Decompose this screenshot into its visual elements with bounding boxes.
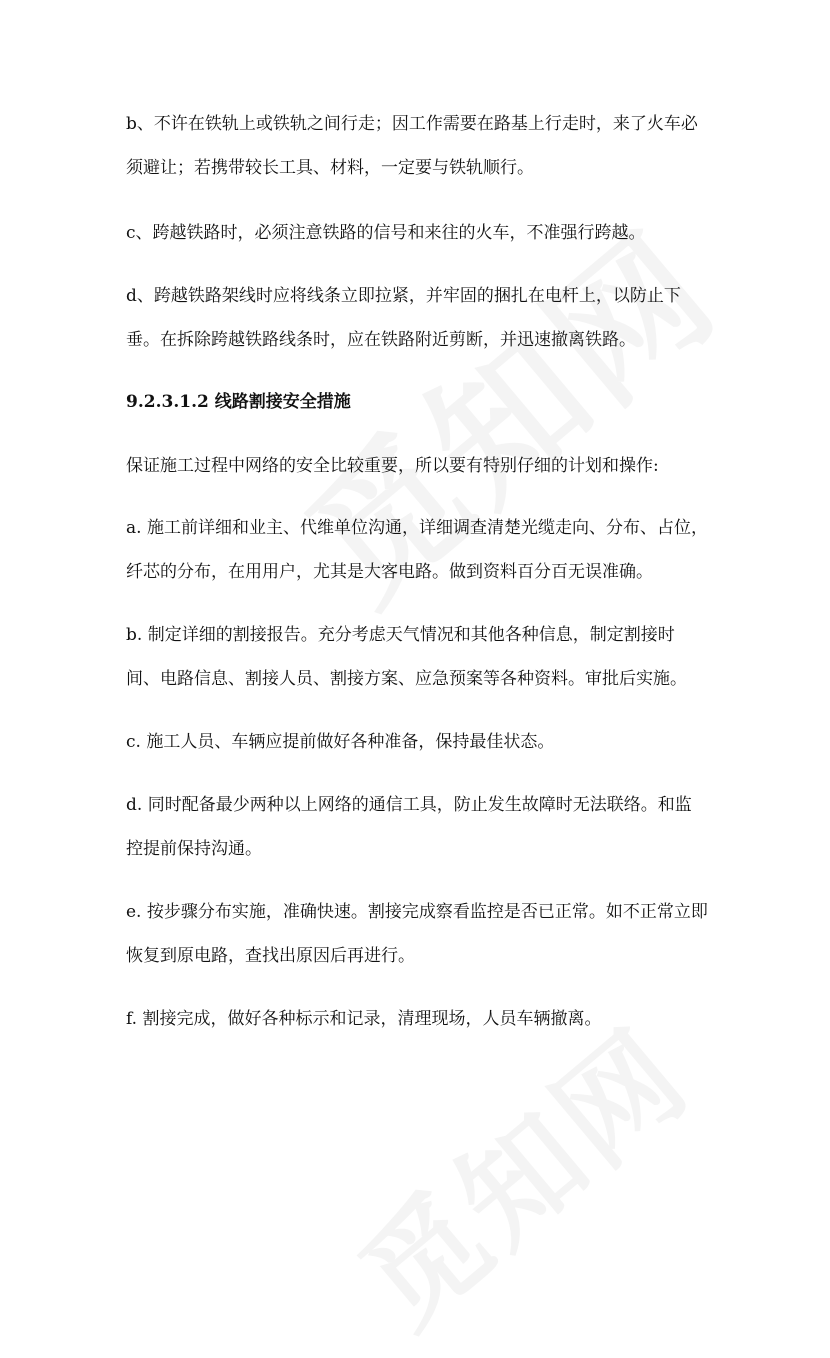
paragraph-d-line-1: d、跨越铁路架线时应将线条立即拉紧，并牢固的捆扎在电杆上，以防止下 <box>126 286 681 306</box>
measure-c-line-1: c. 施工人员、车辆应提前做好各种准备，保持最佳状态。 <box>126 732 555 752</box>
measure-e-line-2: 恢复到原电路，查找出原因后再进行。 <box>126 946 415 966</box>
measure-d-line-2: 控提前保持沟通。 <box>126 839 262 859</box>
intro-text: 保证施工过程中网络的安全比较重要，所以要有特别仔细的计划和操作: <box>126 456 659 476</box>
measure-e-line-1: e. 按步骤分布实施，准确快速。割接完成察看监控是否已正常。如不正常立即 <box>126 902 708 922</box>
paragraph-c-line-1: c、跨越铁路时，必须注意铁路的信号和来往的火车，不准强行跨越。 <box>126 223 646 243</box>
measure-a-line-1: a. 施工前详细和业主、代维单位沟通，详细调查清楚光缆走向、分布、占位， <box>126 518 708 538</box>
measure-a-line-2: 纤芯的分布，在用用户，尤其是大客电路。做到资料百分百无误准确。 <box>126 562 653 582</box>
paragraph-b-line-2: 须避让；若携带较长工具、材料，一定要与铁轨顺行。 <box>126 158 534 178</box>
measure-b-line-2: 间、电路信息、割接人员、割接方案、应急预案等各种资料。审批后实施。 <box>126 669 687 689</box>
paragraph-d-line-2: 垂。在拆除跨越铁路线条时，应在铁路附近剪断，并迅速撤离铁路。 <box>126 330 636 350</box>
paragraph-b-line-1: b、不许在铁轨上或铁轨之间行走；因工作需要在路基上行走时，来了火车必 <box>126 114 698 134</box>
section-heading: 9.2.3.1.2 线路割接安全措施 <box>126 392 351 412</box>
measure-f-line-1: f. 割接完成，做好各种标示和记录，清理现场，人员车辆撤离。 <box>126 1009 602 1029</box>
watermark-bottom <box>319 984 719 1358</box>
measure-d-line-1: d. 同时配备最少两种以上网络的通信工具，防止发生故障时无法联络。和监 <box>126 795 692 815</box>
measure-b-line-1: b. 制定详细的割接报告。充分考虑天气情况和其他各种信息，制定割接时 <box>126 625 675 645</box>
